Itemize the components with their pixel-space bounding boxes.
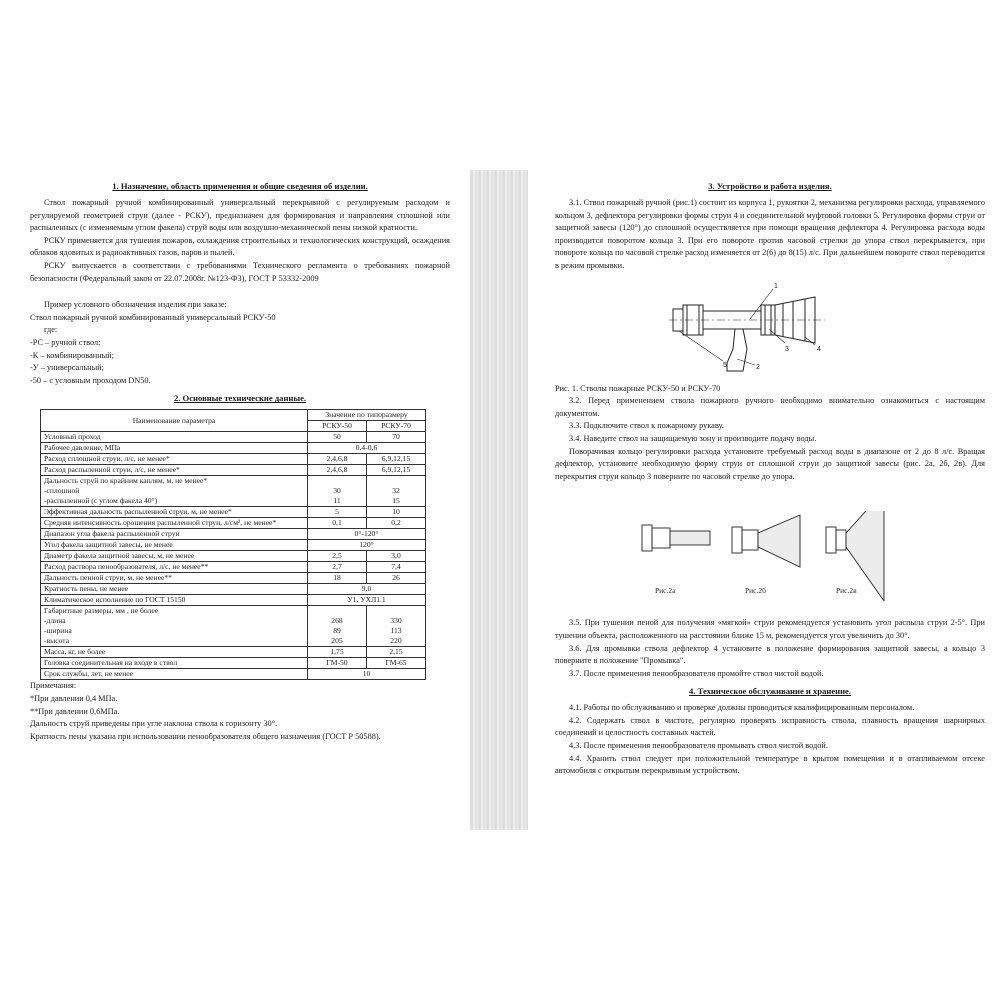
table-cell-param: Расход сплошной струи, л/с, не менее* <box>41 454 308 465</box>
fig1-label-2: 2 <box>756 363 760 371</box>
fig1-label-4: 4 <box>817 345 821 353</box>
table-cell-rsku50: 2,4,6,8 <box>308 465 367 476</box>
table-row <box>41 465 426 476</box>
fig2b-label: Рис.2б <box>745 586 766 596</box>
fig2a-label: Рис.2а <box>655 586 676 596</box>
table-cell-rsku70: 26 <box>367 573 426 584</box>
table-cell-param: Дальность струй по крайним каплям, м, не менее* -сплошной -распыленной (с углом факела 40°) <box>41 476 308 507</box>
table-cell-value: 120° <box>308 540 426 551</box>
table-cell-param: Рабочее давление, МПа <box>41 443 308 454</box>
table-cell-param: Дальность пенной струи, м, не менее** <box>41 573 308 584</box>
table-row <box>41 551 426 562</box>
table-cell-rsku50: 18 <box>308 573 367 584</box>
figure-1-caption: Рис. 1. Стволы пожарные РСКУ-50 и РСКУ-70 <box>555 383 721 393</box>
s3-paragraph-3: 3.3. Подключите ствол к пожарному рукаву. <box>569 421 724 431</box>
s3-paragraph-5: Поворачивая кольцо регулировки расхода установите требуемый расход воды в диапазоне от 2 до 8 л/с. Вращая дефлектор, установите необходимую форму струи от сплошной струи до защитной завесы (рис. 2а, 2б, 2в). Для перекрытия струи кольцо 3 поверните по часовой стрелке до упора. <box>555 446 985 481</box>
table-cell-rsku50: 268 89 205 <box>308 606 367 647</box>
table-row <box>41 658 426 669</box>
table-cell-rsku70: 2,15 <box>367 647 426 658</box>
table-row <box>41 595 426 606</box>
table-row <box>41 573 426 584</box>
table-row <box>41 432 426 443</box>
example-list-item: -У – универсальный; <box>30 363 104 373</box>
table-cell-rsku70: 32 15 <box>367 476 426 507</box>
table-cell-rsku50: ГМ-50 <box>308 658 367 669</box>
example-intro: Пример условного обозначения изделия при заказе: <box>44 300 227 310</box>
section-1-title: 1. Назначение, область применения и общие сведения об изделии. <box>112 181 368 191</box>
table-cell-rsku50: 5 <box>308 507 367 518</box>
table-row <box>41 454 426 465</box>
example-where: где: <box>44 325 58 335</box>
right-page <box>555 175 985 778</box>
nozzle-figure-1 <box>665 279 835 379</box>
table-cell-rsku50: 0,1 <box>308 518 367 529</box>
table-cell-value: 0°-120° <box>308 529 426 540</box>
fig1-label-3: 3 <box>785 345 789 353</box>
note-line: **При давлении 0,6МПа. <box>30 706 120 716</box>
table-cell-param: Диаметр факела защитной завесы, м, не менее <box>41 551 308 562</box>
table-cell-param: Срок службы, лет, не менее <box>41 669 308 680</box>
table-cell-rsku50: 1,75 <box>308 647 367 658</box>
example-list-item: -РС – ручной ствол; <box>30 337 101 347</box>
note-line: Примечания: <box>30 681 77 691</box>
table-cell-param: Условный проход <box>41 432 308 443</box>
table-row <box>41 669 426 680</box>
table-cell-param: Расход раствора пенообразователя, л/с, не менее** <box>41 562 308 573</box>
table-cell-rsku70: 6,9,12,15 <box>367 465 426 476</box>
fig1-label-5: 5 <box>723 361 727 369</box>
s3-paragraph-4: 3.4. Наведите ствол на защищаемую зону и производите подачу воды. <box>569 433 817 443</box>
page-fold <box>470 170 528 830</box>
table-row <box>41 529 426 540</box>
spec-table <box>40 409 426 680</box>
example-list-item: -К – комбинированный; <box>30 350 114 360</box>
table-cell-rsku70: 6,9,12,15 <box>367 454 426 465</box>
left-page <box>30 175 450 743</box>
s4-paragraph-4: 4.4. Хранить ствол следует при положительной температуре в крытом помещении и в отапливаемом отсеке автомобиля с открытым перекрывным устройством. <box>555 753 985 776</box>
table-row <box>41 518 426 529</box>
table-cell-param: Климатическое исполнение по ГОСТ 15150 <box>41 595 308 606</box>
table-cell-param: Головка соединительная на входе в ствол <box>41 658 308 669</box>
table-header-rsku50: РСКУ-50 <box>308 421 367 432</box>
spray-patterns-figure-2 <box>640 511 890 601</box>
s1-paragraph-2: РСКУ применяется для тушения пожаров, охлаждения строительных и технологических конструкций, осаждения облаков ядовитых и радиоактивных газов, паров и пылей. <box>30 235 450 258</box>
note-line: Дальность струй приведены при угле наклона ствола к горизонту 30°. <box>30 719 278 729</box>
table-row <box>41 443 426 454</box>
table-cell-value: 9,0 <box>308 584 426 595</box>
s3-paragraph-8: 3.7. После применения пенообразователя промойте ствол чистой водой. <box>569 668 824 678</box>
s3-paragraph-7: 3.6. Для промывки ствола дефлектор 4 установите в положение формирования защитной завесы, а кольцо 3 поверните в положение "Промывка". <box>555 643 985 666</box>
example-list <box>30 337 450 387</box>
table-cell-rsku50: 50 <box>308 432 367 443</box>
table-cell-rsku50: 2,4,6,8 <box>308 454 367 465</box>
s3-paragraph-6: 3.5. При тушении пеной для получения «мягкой» струи рекомендуется установить угол распыла струи 2-5°. При тушении объекта, расположенного на расстоянии ближе 15 м, рекомендуется угол увеличить до 30°. <box>555 618 985 640</box>
s1-paragraph-3: РСКУ выпускается в соответствии с требованиями Технического регламента о требованиях пожарной безопасности (Федеральный закон от 22.07.2008г. №123-ФЗ), ГОСТ Р 53332-2009 <box>30 260 450 283</box>
table-cell-rsku70: 0,2 <box>367 518 426 529</box>
table-row <box>41 507 426 518</box>
table-cell-param: Масса, кг, не более <box>41 647 308 658</box>
table-cell-rsku70: 7,4 <box>367 562 426 573</box>
s3-paragraph-1: 3.1. Ствол пожарный ручной (рис.1) состоит из корпуса 1, рукоятки 2, механизма регулировки расхода, управляемого кольцом 3, дефлектора регулировки формы струи 4 и соединительной муфтовой головки 5. Регулировка формы струи от защитной завесы (120°) до сплошной осуществляется при помощи вращения дефлектора 4. Регулировка расхода воды производится поворотом кольца 3. При его повороте против часовой стрелки до упора ствол перекрывается, при повороте кольца по часовой стрелке расход изменяется от 2(6) до 8(15) л/с. При дальнейшем повороте ствол переводится в режим промывки. <box>555 198 985 270</box>
table-cell-param: Габаритные размеры, мм , не более -длина -ширина -высота <box>41 606 308 647</box>
table-row <box>41 540 426 551</box>
table-cell-rsku70: 330 113 220 <box>367 606 426 647</box>
section-3-title: 3. Устройство и работа изделия. <box>708 181 832 191</box>
s4-paragraph-2: 4.2. Содержать ствол в чистоте, регулярно проверять исправность ствола, плавность вращения шарнирных соединений и целостность составных частей. <box>555 715 985 738</box>
table-row <box>41 606 426 647</box>
note-line: Кратность пены указана при использовании пенообразователя общего назначения (ГОСТ Р 50588). <box>30 731 381 741</box>
table-cell-param: Эффективная дальность распыленной струи, м, не менее* <box>41 507 308 518</box>
section-4-title: 4. Техническое обслуживание и хранение. <box>688 686 852 697</box>
table-cell-rsku70: 10 <box>367 507 426 518</box>
table-cell-rsku70: 70 <box>367 432 426 443</box>
table-cell-value: У1, УХЛ1.1 <box>308 595 426 606</box>
s3-paragraph-2: 3.2. Перед применением ствола пожарного ручного необходимо внимательно ознакомиться с настоящим документом. <box>555 396 985 418</box>
example-list-item: -50 – с условным проходом DN50. <box>30 375 151 385</box>
table-cell-rsku50: 2,5 <box>308 551 367 562</box>
table-cell-param: Кратность пены, не менее <box>41 584 308 595</box>
example-name: Ствол пожарный ручной комбинированный универсальный РСКУ-50 <box>30 312 276 322</box>
table-row <box>41 476 426 507</box>
table-cell-value: 10 <box>308 669 426 680</box>
s4-paragraph-3: 4.3. После применения пенообразователя промывать ствол чистой водой. <box>569 741 828 751</box>
table-header-rsku70: РСКУ-70 <box>367 421 426 432</box>
table-row <box>41 647 426 658</box>
fig1-label-1: 1 <box>774 282 778 290</box>
table-cell-rsku50: 30 11 <box>308 476 367 507</box>
table-header-param: Наименование параметра <box>41 410 308 432</box>
table-cell-rsku70: ГМ-65 <box>367 658 426 669</box>
table-cell-param: Диапазон угла факела распыленной струи <box>41 529 308 540</box>
table-notes <box>30 680 450 743</box>
table-row <box>41 562 426 573</box>
table-cell-rsku70: 3,0 <box>367 551 426 562</box>
note-line: *При давлении 0,4 МПа. <box>30 693 118 703</box>
table-cell-param: Расход распыленной струи, л/с, не менее* <box>41 465 308 476</box>
s4-paragraph-1: 4.1. Работы по обслуживанию и проверке должны проводиться квалифицированным персоналом. <box>569 703 915 713</box>
table-cell-param: Средняя интенсивность орошения распыленной струи, л/см², не менее* <box>41 518 308 529</box>
table-cell-param: Угол факела защитной завесы, не менее <box>41 540 308 551</box>
table-cell-rsku50: 2,7 <box>308 562 367 573</box>
table-cell-value: 0,4-0,6 <box>308 443 426 454</box>
fig2c-label: Рис.2в <box>836 586 857 596</box>
section-2-title: 2. Основные технические данные. <box>173 393 307 404</box>
table-row <box>41 584 426 595</box>
s1-paragraph-1: Ствол пожарный ручной комбинированный универсальный перекрывной с регулируемым расходом и регулируемой геометрией струи (далее - РСКУ), предназначен для формирования и направления сплошной или распыленных (с изменяемым углом факела) струй воды или воздушно-механической пены низкой кратности. <box>30 198 450 233</box>
table-header-value: Значение по типоразмеру <box>308 410 426 421</box>
